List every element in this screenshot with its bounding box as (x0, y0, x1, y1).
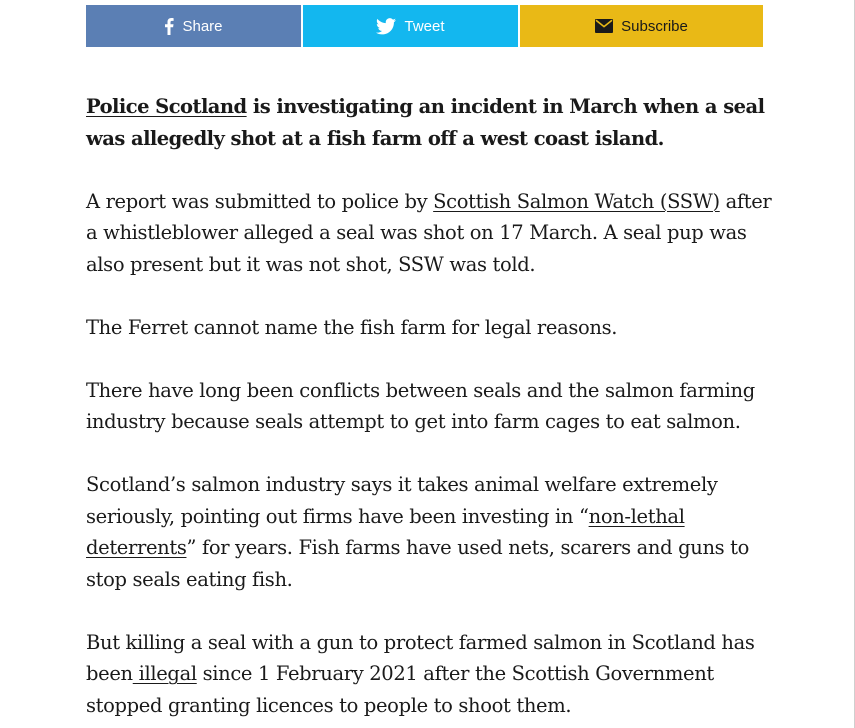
subscribe-label: Subscribe (621, 17, 688, 35)
scottish-salmon-watch-link[interactable]: Scottish Salmon Watch (SSW) (433, 189, 720, 213)
facebook-share-button[interactable] (86, 5, 301, 47)
illegal-link[interactable]: illegal (132, 662, 197, 685)
non-lethal-deterrents-link[interactable]: non-lethal deterrents (86, 504, 685, 559)
tweet-label: Tweet (404, 17, 445, 35)
article-paragraph-legal: The Ferret cannot name the fish farm for legal reasons. (86, 315, 618, 339)
paragraph-text: ” for years. Fish farms have used nets, scarers and guns to stop seals eating fish. (86, 536, 750, 591)
article-paragraph-conflicts: There have long been conflicts between seals and the salmon farming industry because seals attempt to get into farm cages to eat salmon. (86, 378, 755, 433)
facebook-icon (164, 18, 174, 35)
share-bar (86, 5, 763, 47)
article-body (86, 91, 776, 728)
subscribe-button[interactable] (520, 5, 763, 47)
lead-text: is investigating an incident in March when a seal was allegedly shot at a fish farm off a west coast island. (86, 95, 765, 150)
article-paragraph-report (86, 186, 776, 281)
paragraph-text: since 1 February 2021 after the Scottish Government stopped granting licences to people to shoot them. (86, 662, 714, 717)
article-lead-paragraph (86, 91, 776, 154)
paragraph-text: after a whistleblower alleged a seal was shot on 17 March. A seal pup was also present but it was not shot, SSW was told. (86, 189, 772, 276)
envelope-icon (595, 19, 613, 33)
article-paragraph-illegal (86, 627, 776, 722)
article-paragraph-industry (86, 469, 776, 595)
paragraph-text: Scotland’s salmon industry says it takes animal welfare extremely seriously, pointing out firms have been investing in “ (86, 473, 718, 528)
paragraph-text: A report was submitted to police by (86, 189, 434, 213)
share-label: Share (182, 17, 223, 35)
twitter-bird-icon (376, 18, 396, 35)
tweet-button[interactable] (303, 5, 518, 47)
police-scotland-link[interactable]: Police Scotland (86, 95, 247, 118)
paragraph-text: But killing a seal with a gun to protect farmed salmon in Scotland has been (86, 630, 755, 685)
